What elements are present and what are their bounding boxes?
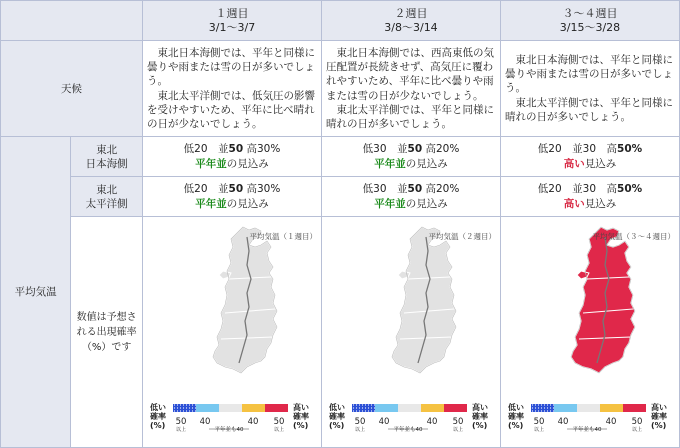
region-japan-sea-line1: 東北 (96, 143, 118, 156)
legend-sub: 以上 (354, 427, 365, 433)
legend-high-label: 確率 (292, 412, 309, 421)
prob-japan-sea-week1 (142, 137, 321, 177)
prob-bold: 50 (407, 182, 423, 195)
legend-dot (547, 404, 548, 405)
legend-mid-label: 平年並も40 (572, 427, 602, 433)
tohoku-shape (213, 227, 277, 373)
weather-week1 (142, 41, 321, 137)
legend-swatch (265, 404, 288, 412)
legend-dot (189, 404, 190, 405)
legend-dot (362, 404, 363, 405)
prob-japan-sea-week34 (500, 137, 679, 177)
week2-title: ２週目 (394, 6, 428, 20)
prob-high: % (631, 182, 643, 195)
legend-high-label: 高い (292, 403, 309, 412)
prob-high: % (631, 142, 643, 155)
outcome-suffix: の見込み (405, 197, 448, 210)
legend-dot (550, 410, 551, 411)
legend-dot (541, 410, 542, 411)
prob-bold: 50 (228, 182, 244, 195)
note-line1: 数値は予想さ (76, 311, 137, 323)
legend-dot (177, 410, 178, 411)
legend-dot (368, 404, 369, 405)
prob-bold: 50 (407, 142, 423, 155)
legend-value: 40 (605, 417, 617, 427)
legend-dot (365, 404, 366, 405)
tohoku-map (392, 227, 456, 373)
legend-dot (553, 404, 554, 405)
legend-mid-label: 平年並も40 (393, 427, 423, 433)
weather-label: 天候 (1, 41, 143, 137)
legend-low-label: 確率 (149, 412, 166, 421)
prob-bold: 50 (617, 182, 632, 195)
legend-value: 50 (631, 417, 643, 427)
legend-swatch (600, 404, 623, 412)
legend-dot (359, 404, 360, 405)
legend-dot (180, 407, 181, 408)
week1-title: １週目 (215, 6, 249, 20)
legend-dot (535, 410, 536, 411)
legend-swatch (398, 404, 421, 412)
legend-sub: 以上 (631, 427, 642, 433)
prob-text: 低20 並30 高 (537, 182, 618, 195)
probability-legend (507, 402, 667, 433)
legend-dot (365, 410, 366, 411)
legend-value: 40 (247, 417, 259, 427)
legend-low-label: (%) (507, 421, 524, 430)
legend-low-label: (%) (328, 421, 345, 430)
legend-dot (177, 407, 178, 408)
legend-dot (362, 410, 363, 411)
legend-dot (532, 407, 533, 408)
legend-sub: 以上 (452, 427, 463, 433)
legend-sub: 以上 (175, 427, 186, 433)
prob-bold: 50 (617, 142, 632, 155)
region-pacific-line2: 太平洋側 (85, 197, 128, 210)
weather-week34-pacific: 東北太平洋側では、平年と同様に晴れの日が多いでしょう。 (504, 96, 673, 123)
legend-dot (535, 407, 536, 408)
legend-dot (538, 410, 539, 411)
legend-dot (365, 407, 366, 408)
legend-dot (538, 404, 539, 405)
legend-dot (532, 404, 533, 405)
legend-dot (371, 404, 372, 405)
prob-high: 高20% (425, 182, 460, 195)
prob-text: 低20 並 (183, 182, 229, 195)
legend-high-label: 確率 (650, 412, 667, 421)
week34-title: ３～４週目 (562, 6, 618, 20)
legend-dot (535, 404, 536, 405)
legend-dot (183, 404, 184, 405)
prob-text: 低30 並 (362, 182, 408, 195)
legend-swatch (577, 404, 600, 412)
note-line3: （%）です (81, 341, 132, 353)
map-title: 平均気温（１週目） (249, 232, 317, 241)
weather-week2-japan-sea: 東北日本海側では、西高東低の気圧配置が長続きせず、高気圧に覆われやすいため、平年に比べ曇りや雨または雪の日が少ないでしょう。 (325, 46, 494, 102)
outcome-suffix: の見込み (405, 157, 448, 170)
prob-text: 低30 並 (362, 142, 408, 155)
prob-text: 低20 並30 高 (537, 142, 618, 155)
outcome-normal: 平年並 (195, 157, 227, 170)
legend-dot (359, 410, 360, 411)
legend-dot (359, 407, 360, 408)
legend-dot (532, 410, 533, 411)
legend-dot (368, 410, 369, 411)
outcome-suffix: の見込み (226, 197, 269, 210)
map-cell-week1 (142, 217, 321, 448)
week34-range: 3/15～3/28 (559, 20, 621, 34)
legend-high-label: 確率 (471, 412, 488, 421)
outcome-high: 高い (563, 157, 585, 170)
temp-label: 平均気温 (1, 137, 71, 448)
legend-value: 40 (199, 417, 211, 427)
legend-high-label: (%) (650, 421, 667, 430)
legend-dot (547, 410, 548, 411)
weather-week2 (321, 41, 500, 137)
legend-mid-label: 平年並も40 (214, 427, 244, 433)
prob-pacific-week1 (142, 177, 321, 217)
legend-dot (174, 407, 175, 408)
map-cell-week2 (321, 217, 500, 448)
outcome-normal: 平年並 (195, 197, 227, 210)
legend-value: 50 (354, 417, 366, 427)
tohoku-map (571, 227, 635, 373)
legend-dot (371, 407, 372, 408)
legend-dot (544, 410, 545, 411)
legend-dot (186, 407, 187, 408)
week2-range: 3/8～3/14 (384, 20, 438, 34)
legend-swatch (554, 404, 577, 412)
region-pacific (71, 177, 143, 217)
outcome-suffix: 見込み (584, 157, 617, 170)
legend-dot (192, 404, 193, 405)
legend-high-label: 高い (650, 403, 667, 412)
legend-dot (374, 410, 375, 411)
legend-value: 50 (452, 417, 464, 427)
legend-dot (174, 410, 175, 411)
legend-low-label: 確率 (507, 412, 524, 421)
weather-week34 (500, 41, 679, 137)
tohoku-shape (392, 227, 456, 373)
legend-dot (183, 407, 184, 408)
corner-header (1, 1, 143, 41)
legend-dot (374, 404, 375, 405)
legend-value: 50 (273, 417, 285, 427)
legend-dot (195, 404, 196, 405)
weather-week34-japan-sea: 東北日本海側では、平年と同様に曇りや雨または雪の日が多いでしょう。 (504, 53, 673, 95)
legend-dot (192, 407, 193, 408)
legend-dot (195, 407, 196, 408)
legend-low-label: 低い (149, 403, 166, 412)
tohoku-map (213, 227, 277, 373)
legend-dot (538, 407, 539, 408)
weather-week1-pacific: 東北太平洋側では、低気圧の影響を受けやすいため、平年に比べ晴れの日が少ないでしょう。 (146, 89, 315, 130)
prob-bold: 50 (228, 142, 244, 155)
legend-dot (186, 404, 187, 405)
legend-dot (180, 410, 181, 411)
prob-text: 低20 並 (183, 142, 229, 155)
weather-week2-pacific: 東北太平洋側では、平年と同様に晴れの日が多いでしょう。 (325, 103, 494, 130)
prob-japan-sea-week2 (321, 137, 500, 177)
legend-low-label: (%) (149, 421, 166, 430)
outcome-normal: 平年並 (374, 157, 406, 170)
legend-swatch (242, 404, 265, 412)
outcome-normal: 平年並 (374, 197, 406, 210)
map-title: 平均気温（２週目） (428, 232, 496, 241)
legend-value: 50 (533, 417, 545, 427)
legend-swatch (375, 404, 398, 412)
probability-legend (328, 402, 488, 433)
legend-dot (550, 407, 551, 408)
legend-dot (544, 407, 545, 408)
probability-legend (149, 402, 309, 433)
legend-dot (186, 410, 187, 411)
legend-high-label: 高い (471, 403, 488, 412)
legend-value: 40 (378, 417, 390, 427)
map-week1 (143, 217, 321, 447)
legend-dot (553, 410, 554, 411)
legend-dot (368, 407, 369, 408)
week1-range: 3/1～3/7 (208, 20, 256, 34)
legend-dot (550, 404, 551, 405)
legend-swatch (421, 404, 444, 412)
legend-sub: 以上 (273, 427, 284, 433)
map-week2 (322, 217, 500, 447)
legend-swatch (196, 404, 219, 412)
tohoku-shape (571, 227, 635, 373)
prob-pacific-week2 (321, 177, 500, 217)
legend-dot (356, 407, 357, 408)
prob-high: 高30% (246, 182, 281, 195)
outcome-suffix: の見込み (226, 157, 269, 170)
week2-header (321, 1, 500, 41)
legend-low-label: 確率 (328, 412, 345, 421)
map-title: 平均気温（３～４週目） (592, 232, 675, 241)
legend-swatch (219, 404, 242, 412)
legend-dot (541, 407, 542, 408)
legend-dot (192, 410, 193, 411)
legend-dot (183, 410, 184, 411)
legend-value: 50 (175, 417, 187, 427)
prob-pacific-week34 (500, 177, 679, 217)
weather-week1-japan-sea: 東北日本海側では、平年と同様に曇りや雨または雪の日が多いでしょう。 (146, 46, 315, 88)
region-japan-sea (71, 137, 143, 177)
outcome-high: 高い (563, 197, 585, 210)
region-pacific-line1: 東北 (96, 183, 118, 196)
legend-value: 40 (426, 417, 438, 427)
legend-low-label: 低い (328, 403, 345, 412)
legend-high-label: (%) (292, 421, 309, 430)
week1-header (142, 1, 321, 41)
week34-header (500, 1, 679, 41)
legend-dot (356, 404, 357, 405)
probability-note (71, 217, 143, 448)
legend-value: 40 (557, 417, 569, 427)
legend-dot (547, 407, 548, 408)
legend-dot (544, 404, 545, 405)
map-week34 (501, 217, 679, 447)
legend-dot (374, 407, 375, 408)
legend-dot (174, 404, 175, 405)
legend-low-label: 低い (507, 403, 524, 412)
legend-dot (353, 407, 354, 408)
legend-swatch (444, 404, 467, 412)
prob-high: 高20% (425, 142, 460, 155)
legend-dot (189, 410, 190, 411)
region-japan-sea-line2: 日本海側 (85, 157, 128, 170)
legend-high-label: (%) (471, 421, 488, 430)
legend-swatch (623, 404, 646, 412)
note-line2: れる出現確率 (76, 326, 137, 338)
outcome-suffix: 見込み (584, 197, 617, 210)
legend-dot (362, 407, 363, 408)
legend-dot (541, 404, 542, 405)
legend-dot (371, 410, 372, 411)
legend-dot (195, 410, 196, 411)
legend-sub: 以上 (533, 427, 544, 433)
legend-dot (180, 404, 181, 405)
prob-high: 高30% (246, 142, 281, 155)
map-cell-week34 (500, 217, 679, 448)
legend-dot (189, 407, 190, 408)
legend-dot (356, 410, 357, 411)
legend-dot (553, 407, 554, 408)
legend-dot (353, 404, 354, 405)
legend-dot (353, 410, 354, 411)
legend-dot (177, 404, 178, 405)
